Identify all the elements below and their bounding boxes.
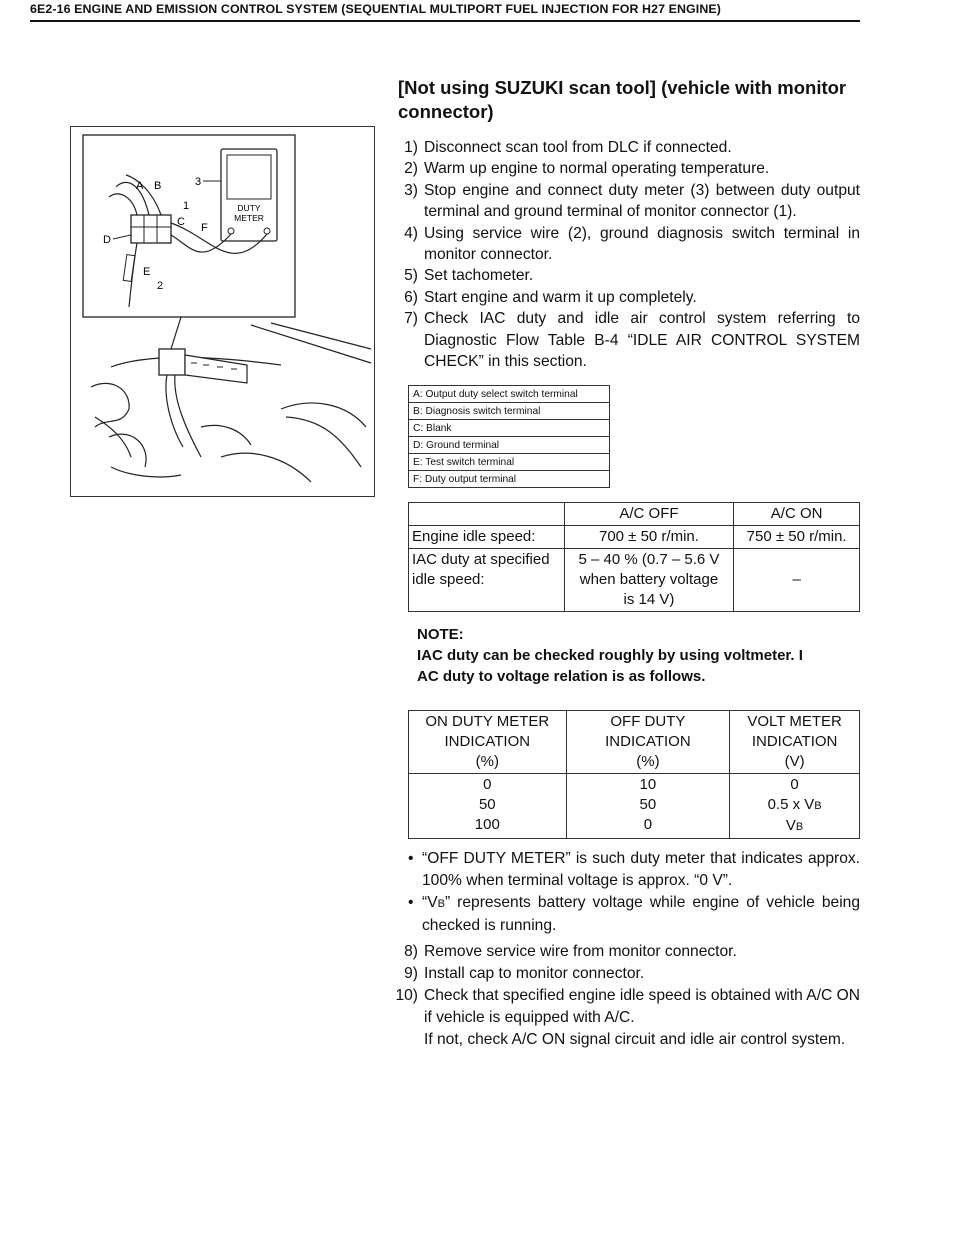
monitor-connector <box>131 215 171 243</box>
duty-meter-connection-figure <box>70 126 375 497</box>
step-4: 4) Using service wire (2), ground diagnosis switch terminal in monitor connector. <box>404 224 860 264</box>
callout-b: B <box>154 180 162 192</box>
spec-iac-duty-label: IAC duty at specified idle speed: <box>409 549 565 612</box>
step-9: 9) Install cap to monitor connector. <box>404 965 645 982</box>
spec-header-ac-off: A/C OFF <box>564 503 734 526</box>
step-10-continued: If not, check A/C ON signal circuit and idle air control system. <box>424 1031 846 1048</box>
duty-meter-label-2: METER <box>234 213 264 223</box>
figure-drawing <box>71 127 374 496</box>
header-rule <box>30 20 860 22</box>
spec-iac-duty-off: 5 – 40 % (0.7 – 5.6 V when battery voltage is 14 V) <box>564 549 734 612</box>
duty-meter-label-1: DUTY <box>237 203 261 213</box>
note-block <box>417 624 857 687</box>
terminal-legend-table <box>408 385 610 488</box>
callout-e: E <box>143 266 151 278</box>
step-8: 8) Remove service wire from monitor connector. <box>404 943 737 960</box>
step-3: 3) Stop engine and connect duty meter (3) between duty output terminal and ground terminal of monitor connector (1). <box>404 181 860 221</box>
callout-d: D <box>103 234 111 246</box>
step-5: 5) Set tachometer. <box>404 267 534 285</box>
spec-header-blank <box>409 503 565 526</box>
spec-header-ac-on: A/C ON <box>734 503 860 526</box>
callout-2: 2 <box>157 280 164 292</box>
spec-iac-duty-on: – <box>734 549 860 612</box>
callout-a: A <box>136 180 144 192</box>
callout-f: F <box>201 222 208 234</box>
procedure-steps-2 <box>386 941 860 1051</box>
page-header: 6E2-16 ENGINE AND EMISSION CONTROL SYSTEM (SEQUENTIAL MULTIPORT FUEL INJECTION FOR H27 ENGINE) <box>30 2 721 16</box>
section-title: [Not using SUZUKI scan tool] (vehicle with monitor connector) <box>398 77 847 122</box>
duty-off-values: 10 50 0 <box>566 774 730 839</box>
legend-d: D: Ground terminal <box>409 437 610 454</box>
bullet-vb: • “VB” represents battery voltage while engine of vehicle being checked is running. <box>408 894 860 934</box>
legend-b: B: Diagnosis switch terminal <box>409 403 610 420</box>
callout-3: 3 <box>195 176 202 188</box>
duty-on-values: 0 50 100 <box>409 774 567 839</box>
callout-1: 1 <box>183 200 190 212</box>
spec-idle-speed-on: 750 ± 50 r/min. <box>734 526 860 549</box>
duty-header-off: OFF DUTY INDICATION (%) <box>566 711 730 774</box>
note-heading: NOTE: <box>417 626 464 643</box>
spec-idle-speed-off: 700 ± 50 r/min. <box>564 526 734 549</box>
note-line-2: AC duty to voltage relation is as follows. <box>417 668 706 685</box>
callout-c: C <box>177 216 185 228</box>
step-6: 6) Start engine and warm it up completely. <box>404 288 697 306</box>
idle-spec-table <box>408 502 860 612</box>
step-2: 2) Warm up engine to normal operating temperature. <box>404 160 770 178</box>
legend-f: F: Duty output terminal <box>409 471 610 488</box>
step-7: 7) Check IAC duty and idle air control system referring to Diagnostic Flow Table B-4 “IDLE AIR CONTROL SYSTEM CHECK” in this section. <box>404 310 860 371</box>
duty-header-on: ON DUTY METER INDICATION (%) <box>409 711 567 774</box>
notes-bullet-list <box>408 848 860 937</box>
spec-idle-speed-label: Engine idle speed: <box>409 526 565 549</box>
note-line-1: IAC duty can be checked roughly by using voltmeter. I <box>417 647 803 664</box>
legend-e: E: Test switch terminal <box>409 454 610 471</box>
step-1: 1) Disconnect scan tool from DLC if connected. <box>404 139 732 156</box>
legend-a: A: Output duty select switch terminal <box>409 386 610 403</box>
duty-header-volt: VOLT METER INDICATION (V) <box>730 711 860 774</box>
duty-voltage-table <box>408 710 860 839</box>
procedure-steps-1 <box>390 137 860 372</box>
duty-volt-values: 0 0.5 x VB VB <box>730 774 860 839</box>
duty-meter-display <box>227 155 271 199</box>
step-10: 10) Check that specified engine idle speed is obtained with A/C ON if vehicle is equipped with A/C. <box>395 987 861 1026</box>
legend-c: C: Blank <box>409 420 610 437</box>
bullet-off-duty-meter: • “OFF DUTY METER” is such duty meter that indicates approx. 100% when terminal voltage is approx. “0 V”. <box>408 850 860 889</box>
